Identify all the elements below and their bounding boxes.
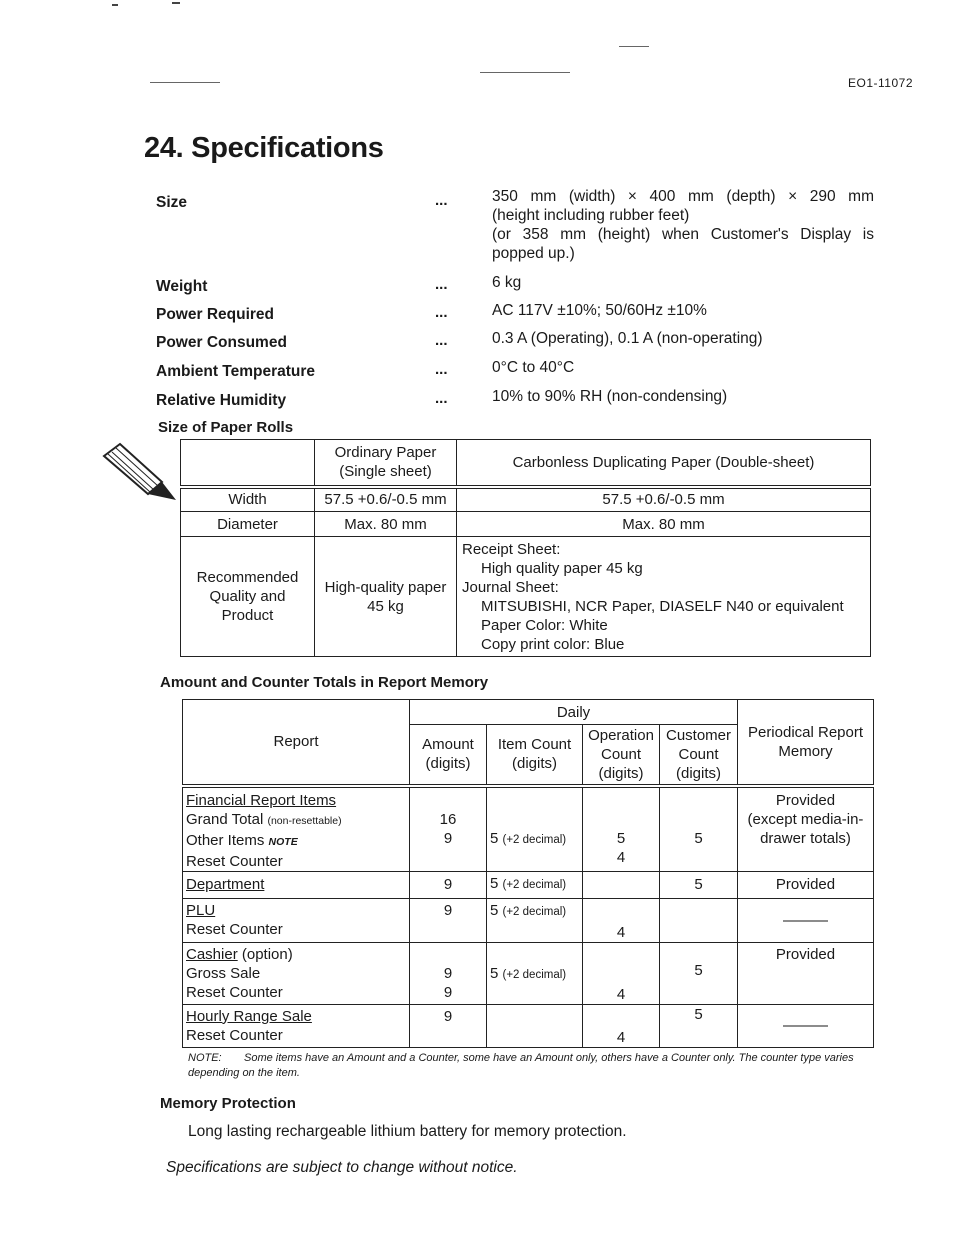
footer-note: Specifications are subject to change without notice.	[166, 1159, 518, 1176]
plu-periodical: ———	[738, 898, 874, 942]
table-row	[183, 1004, 874, 1047]
scan-speck	[112, 4, 118, 6]
financial-report-title: Financial Report Items	[186, 791, 337, 809]
financial-periodical-cell: Provided (except media-in- drawer totals)	[738, 786, 874, 872]
hourly-amount: 9	[410, 1004, 487, 1047]
spec-separator: ...	[435, 192, 448, 209]
column-header-report: Report	[183, 700, 410, 786]
row-label-recommended: Recommended Quality and Product	[181, 537, 315, 657]
spec-label-weight: Weight	[156, 278, 208, 295]
column-header-daily: Daily	[410, 700, 738, 725]
amount-gross-sale: 9	[443, 964, 453, 982]
hourly-periodical: ———	[738, 1004, 874, 1047]
memory-table-heading: Amount and Counter Totals in Report Memory	[160, 674, 489, 691]
other-items-text: Other Items	[186, 831, 265, 849]
note-text: Some items have an Amount and a Counter, some have an Amount only, others have a Counter only. The counter type varies depending on the item.	[188, 1052, 854, 1079]
column-header-customer-count: Customer Count (digits)	[660, 725, 738, 786]
gross-sale-label: Gross Sale	[186, 964, 261, 982]
item-count-decimal-note: (+2 decimal)	[502, 879, 567, 891]
spec-separator: ...	[435, 276, 448, 293]
copy-print-color: Copy print color: Blue	[481, 635, 625, 653]
spec-separator: ...	[435, 361, 448, 378]
item-count-value: 5	[490, 829, 499, 847]
financial-operation-cell	[583, 786, 660, 872]
spec-value-power-consumed: 0.3 A (Operating), 0.1 A (non-operating)	[492, 330, 763, 347]
spec-value-weight: 6 kg	[492, 274, 522, 291]
operation-count-reset: 4	[616, 848, 626, 866]
item-count-value: 5	[490, 901, 499, 919]
table-header-row	[181, 440, 871, 487]
spec-value-line: 350 mm (width) × 400 mm (depth) × 290 mm	[492, 188, 874, 205]
diameter-carbonless: Max. 80 mm	[457, 512, 871, 537]
memory-protection-heading: Memory Protection	[160, 1095, 296, 1112]
cashier-periodical: Provided	[738, 942, 874, 1004]
plu-operation-count: 4	[583, 898, 660, 942]
page-title: 24. Specifications	[144, 132, 384, 164]
grand-total-text: Grand Total	[186, 810, 264, 828]
diameter-ordinary: Max. 80 mm	[315, 512, 457, 537]
table-header-row	[183, 700, 874, 725]
item-count-decimal-note: (+2 decimal)	[502, 833, 567, 846]
department-periodical: Provided	[738, 871, 874, 898]
table-row	[181, 537, 871, 657]
table-row	[181, 487, 871, 512]
paper-rolls-table	[180, 439, 871, 657]
hourly-label-cell	[183, 1004, 410, 1047]
column-header-item-count: Item Count (digits)	[487, 725, 583, 786]
plu-item-count	[487, 898, 583, 942]
department-label-cell	[183, 871, 410, 898]
scan-speck	[480, 72, 570, 73]
hourly-title: Hourly Range Sale	[186, 1007, 312, 1025]
reset-counter-label: Reset Counter	[186, 1026, 283, 1044]
financial-amount-cell	[410, 786, 487, 872]
item-count-value: 5	[490, 875, 499, 892]
plu-label-cell	[183, 898, 410, 942]
table-row	[183, 942, 874, 1004]
spec-value-relative-humidity: 10% to 90% RH (non-condensing)	[492, 388, 728, 405]
spec-label-ambient-temperature: Ambient Temperature	[156, 363, 316, 380]
spec-label-size: Size	[156, 194, 188, 211]
spec-value-size	[492, 187, 874, 263]
table-row	[181, 512, 871, 537]
cashier-amount-cell	[410, 942, 487, 1004]
column-header-periodical: Periodical Report Memory	[738, 700, 874, 786]
table-row	[183, 898, 874, 942]
width-ordinary: 57.5 +0.6/-0.5 mm	[315, 487, 457, 512]
spec-value-line: (height including rubber feet)	[492, 207, 690, 224]
journal-sheet-label: Journal Sheet:	[462, 578, 559, 596]
grand-total-label	[186, 810, 406, 831]
table-cell	[181, 440, 315, 487]
plu-customer-count	[660, 898, 738, 942]
receipt-sheet-label: Receipt Sheet:	[462, 540, 561, 558]
operation-count-value: 5	[616, 829, 626, 847]
financial-item-count-cell	[487, 786, 583, 872]
note-label: NOTE:	[188, 1052, 222, 1064]
paper-rolls-heading: Size of Paper Rolls	[158, 419, 294, 436]
grand-total-note: (non-resettable)	[267, 814, 342, 827]
department-amount: 9	[410, 871, 487, 898]
spec-label-relative-humidity: Relative Humidity	[156, 392, 287, 409]
department-customer-count: 5	[660, 871, 738, 898]
plu-amount: 9	[410, 898, 487, 942]
other-items-note: NOTE	[268, 835, 298, 848]
item-count-value: 5	[490, 964, 499, 982]
document-number: EO1-11072	[848, 76, 913, 90]
hourly-operation-count: 4	[583, 1004, 660, 1047]
other-items-label	[186, 831, 406, 852]
plu-title: PLU	[186, 901, 216, 919]
reset-counter-label: Reset Counter	[186, 852, 283, 870]
spec-separator: ...	[435, 390, 448, 407]
row-label-width: Width	[181, 487, 315, 512]
spec-separator: ...	[435, 332, 448, 349]
amount-other-items: 9	[443, 829, 453, 847]
scan-speck	[150, 82, 220, 83]
reset-counter-label: Reset Counter	[186, 983, 283, 1001]
memory-protection-text: Long lasting rechargeable lithium battery for memory protection.	[188, 1123, 627, 1140]
spec-separator: ...	[435, 304, 448, 321]
cashier-title-line	[186, 945, 406, 964]
cashier-title: Cashier	[186, 945, 238, 963]
spec-label-power-consumed: Power Consumed	[156, 334, 287, 351]
pointer-arrow-icon	[100, 438, 180, 506]
item-count-decimal-note: (+2 decimal)	[502, 968, 567, 981]
cashier-operation-count: 4	[583, 942, 660, 1004]
financial-customer-cell: 5	[660, 786, 738, 872]
journal-sheet-value: MITSUBISHI, NCR Paper, DIASELF N40 or equivalent	[481, 597, 844, 615]
recommended-ordinary: High-quality paper 45 kg	[315, 537, 457, 657]
department-item-count	[487, 871, 583, 898]
table-row	[183, 871, 874, 898]
cashier-title-suffix: (option)	[237, 945, 293, 963]
financial-report-cell	[183, 786, 410, 872]
spec-value-power-required: AC 117V ±10%; 50/60Hz ±10%	[492, 302, 707, 319]
cashier-customer-count: 5	[660, 942, 738, 1004]
spec-value-line: popped up.)	[492, 245, 575, 262]
column-header-carbonless: Carbonless Duplicating Paper (Double-sheet)	[457, 440, 871, 487]
scan-speck	[619, 46, 649, 47]
hourly-item-count	[487, 1004, 583, 1047]
row-label-diameter: Diameter	[181, 512, 315, 537]
amount-reset-counter: 9	[443, 983, 453, 1001]
column-header-ordinary: Ordinary Paper (Single sheet)	[315, 440, 457, 487]
reset-counter-label: Reset Counter	[186, 920, 283, 938]
receipt-sheet-value: High quality paper 45 kg	[481, 559, 643, 577]
scan-speck	[172, 2, 180, 4]
column-header-operation-count: Operation Count (digits)	[583, 725, 660, 786]
department-title: Department	[186, 876, 265, 893]
item-count-decimal-note: (+2 decimal)	[502, 905, 567, 918]
width-carbonless: 57.5 +0.6/-0.5 mm	[457, 487, 871, 512]
cashier-item-count	[487, 942, 583, 1004]
table-row	[183, 786, 874, 872]
cashier-label-cell	[183, 942, 410, 1004]
spec-label-power-required: Power Required	[156, 306, 274, 323]
recommended-carbonless	[457, 537, 871, 657]
amount-grand-total: 16	[439, 810, 457, 828]
hourly-customer-count: 5	[660, 1004, 738, 1047]
spec-value-ambient-temperature: 0°C to 40°C	[492, 359, 575, 376]
column-header-amount: Amount (digits)	[410, 725, 487, 786]
report-memory-table	[182, 699, 874, 1048]
department-operation-count	[583, 871, 660, 898]
spec-value-line: (or 358 mm (height) when Customer's Display is	[492, 226, 874, 243]
table-note	[188, 1051, 868, 1081]
paper-color: Paper Color: White	[481, 616, 608, 634]
